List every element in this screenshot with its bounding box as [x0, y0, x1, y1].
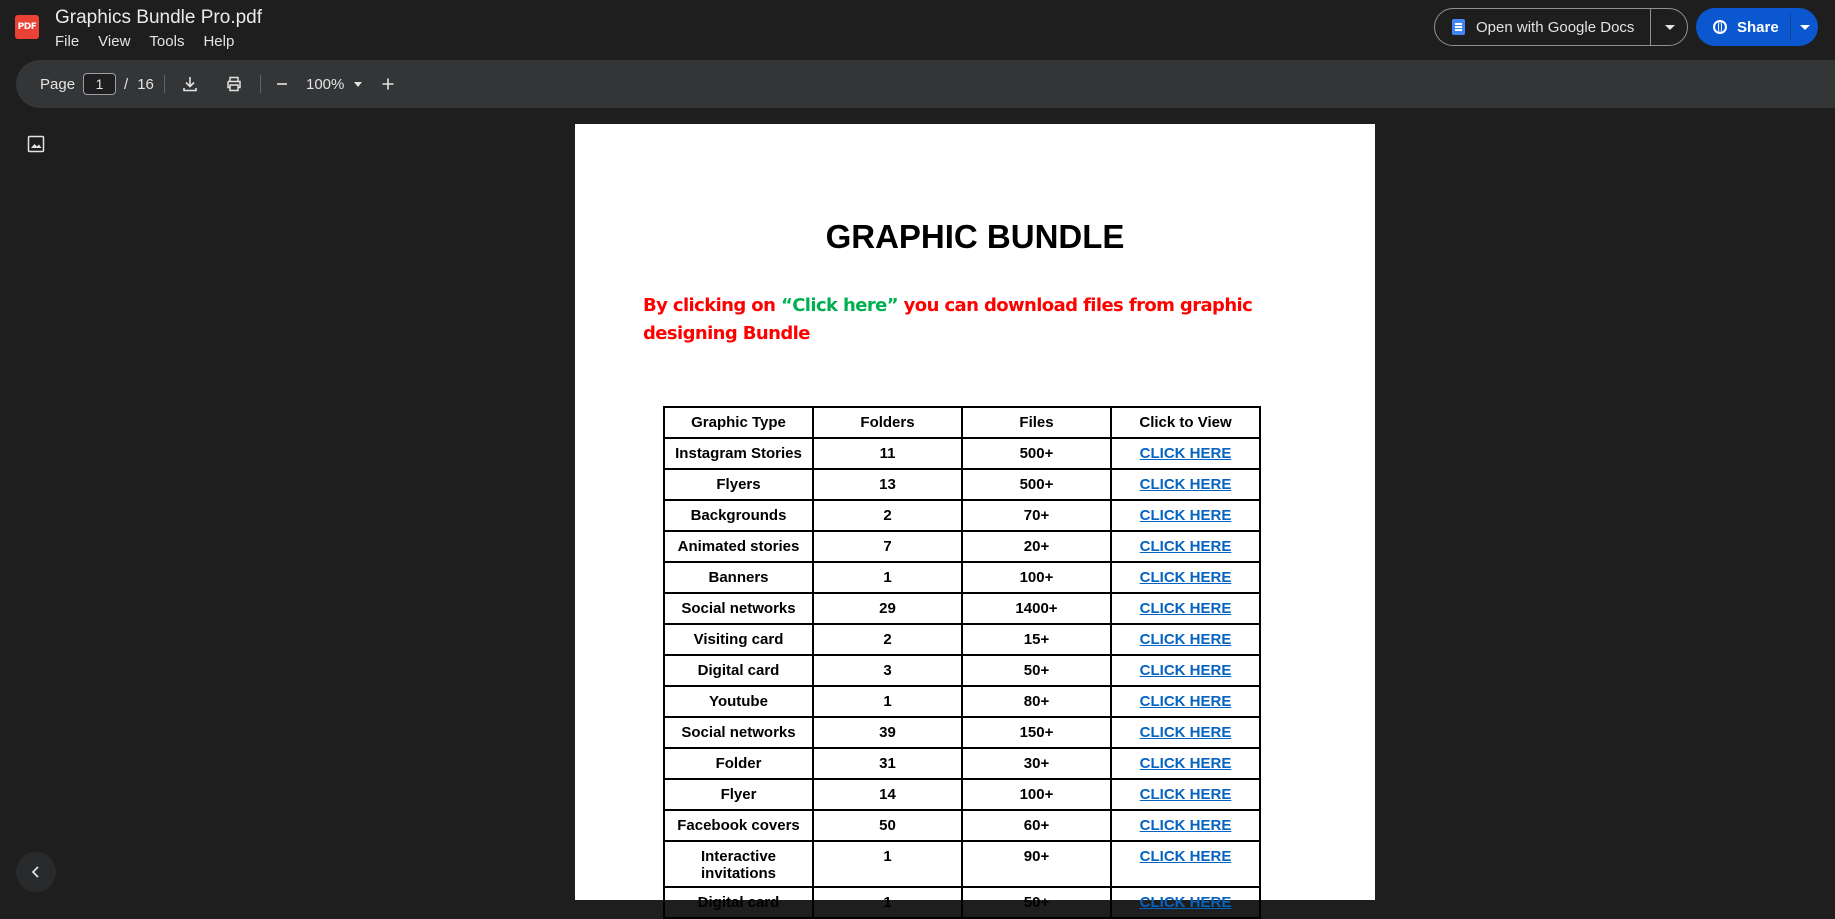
print-button[interactable] — [222, 72, 246, 96]
document-title: GRAPHIC BUNDLE — [825, 218, 1125, 255]
open-with-dropdown-button[interactable] — [1651, 9, 1688, 45]
table-row — [664, 438, 1260, 469]
notice-text: you can download files from graphic designing Bundle — [643, 295, 1253, 344]
zoom-level: 100% — [306, 75, 345, 93]
folders-cell: 3 — [813, 655, 962, 686]
table-row — [664, 655, 1260, 686]
table-row — [664, 469, 1260, 500]
graphic-type-cell: Animated stories — [664, 531, 813, 562]
table-row — [664, 810, 1260, 841]
files-cell: 150+ — [962, 717, 1111, 748]
click-here-link[interactable]: CLICK HERE — [1111, 655, 1260, 686]
table-header-row — [664, 407, 1260, 438]
files-cell: 100+ — [962, 562, 1111, 593]
graphic-type-cell: Social networks — [664, 593, 813, 624]
click-here-link[interactable]: CLICK HERE — [1111, 500, 1260, 531]
zoom-out-button[interactable] — [270, 72, 294, 96]
app-header — [0, 0, 1835, 60]
files-cell: 30+ — [962, 748, 1111, 779]
zoom-in-button[interactable] — [376, 72, 400, 96]
file-title[interactable]: Graphics Bundle Pro.pdf — [55, 7, 263, 28]
page-label: Page — [40, 75, 76, 93]
folders-cell: 2 — [813, 624, 962, 655]
toolbar-divider — [260, 75, 261, 93]
page-navigation — [40, 60, 154, 108]
files-cell: 100+ — [962, 779, 1111, 810]
folders-cell: 29 — [813, 593, 962, 624]
graphic-type-cell: Interactive invitations — [664, 841, 813, 887]
share — [1696, 8, 1818, 46]
google-docs-icon — [1452, 19, 1465, 35]
notice-highlight: “Click here” — [780, 295, 898, 316]
files-cell: 50+ — [962, 887, 1111, 918]
open-with-google-docs-button[interactable] — [1435, 9, 1650, 45]
click-here-link[interactable]: CLICK HERE — [1111, 748, 1260, 779]
caret-down-icon — [354, 82, 362, 87]
folders-cell: 1 — [813, 841, 962, 887]
table-row — [664, 686, 1260, 717]
click-here-link[interactable]: CLICK HERE — [1111, 531, 1260, 562]
pdf-page — [575, 124, 1375, 911]
page-number-input[interactable] — [83, 73, 116, 95]
pdf-file-icon: PDF — [15, 15, 39, 39]
files-cell: 60+ — [962, 810, 1111, 841]
graphic-type-cell: Social networks — [664, 717, 813, 748]
table-row — [664, 841, 1260, 887]
folders-cell: 14 — [813, 779, 962, 810]
table-row — [664, 562, 1260, 593]
download-button[interactable] — [178, 72, 202, 96]
bundle-table — [663, 406, 1261, 919]
files-cell: 50+ — [962, 655, 1111, 686]
graphic-type-cell: Digital card — [664, 655, 813, 686]
share-button[interactable] — [1696, 8, 1790, 46]
folders-cell: 7 — [813, 531, 962, 562]
menu-view[interactable]: View — [98, 33, 131, 50]
click-here-link[interactable]: CLICK HERE — [1111, 593, 1260, 624]
graphic-type-cell: Banners — [664, 562, 813, 593]
files-cell: 90+ — [962, 841, 1111, 887]
menu-help[interactable]: Help — [203, 33, 235, 50]
folders-cell: 11 — [813, 438, 962, 469]
folders-cell: 50 — [813, 810, 962, 841]
image-icon — [26, 134, 46, 154]
share-label: Share — [1737, 18, 1779, 36]
chevron-left-icon — [28, 864, 44, 880]
graphic-type-cell: Digital card — [664, 887, 813, 918]
click-here-link[interactable]: CLICK HERE — [1111, 469, 1260, 500]
table-row — [664, 593, 1260, 624]
click-here-link[interactable]: CLICK HERE — [1111, 887, 1260, 918]
click-here-link[interactable]: CLICK HERE — [1111, 717, 1260, 748]
menu-bar — [55, 33, 253, 50]
toolbar-divider — [164, 75, 165, 93]
collapse-panel-button[interactable] — [16, 852, 56, 892]
click-here-link[interactable]: CLICK HERE — [1111, 841, 1260, 887]
click-here-link[interactable]: CLICK HERE — [1111, 562, 1260, 593]
menu-tools[interactable]: Tools — [149, 33, 185, 50]
open-with-google-docs — [1434, 8, 1688, 46]
download-icon — [181, 75, 199, 93]
table-row — [664, 624, 1260, 655]
files-cell: 20+ — [962, 531, 1111, 562]
total-pages: 16 — [137, 75, 154, 93]
graphic-type-cell: Flyers — [664, 469, 813, 500]
column-header: Graphic Type — [664, 407, 813, 438]
files-cell: 500+ — [962, 469, 1111, 500]
folders-cell: 31 — [813, 748, 962, 779]
click-here-link[interactable]: CLICK HERE — [1111, 810, 1260, 841]
folders-cell: 2 — [813, 500, 962, 531]
folders-cell: 1 — [813, 562, 962, 593]
click-here-link[interactable]: CLICK HERE — [1111, 686, 1260, 717]
menu-file[interactable]: File — [55, 33, 80, 50]
plus-icon — [380, 76, 396, 92]
table-row — [664, 887, 1260, 918]
graphic-type-cell: Folder — [664, 748, 813, 779]
notice-text: By clicking on — [643, 295, 781, 316]
print-icon — [225, 75, 243, 93]
folders-cell: 1 — [813, 686, 962, 717]
graphic-type-cell: Visiting card — [664, 624, 813, 655]
click-here-link[interactable]: CLICK HERE — [1111, 779, 1260, 810]
download-notice — [643, 292, 1283, 348]
graphic-type-cell: Youtube — [664, 686, 813, 717]
share-dropdown-button[interactable] — [1791, 8, 1818, 46]
column-header: Files — [962, 407, 1111, 438]
page-separator: / — [124, 75, 129, 93]
click-here-link[interactable]: CLICK HERE — [1111, 438, 1260, 469]
table-row — [664, 500, 1260, 531]
files-cell: 15+ — [962, 624, 1111, 655]
graphic-type-cell: Facebook covers — [664, 810, 813, 841]
table-row — [664, 779, 1260, 810]
caret-down-icon — [1800, 25, 1810, 30]
table-row — [664, 748, 1260, 779]
zoom-select[interactable] — [306, 60, 362, 108]
folders-cell: 13 — [813, 469, 962, 500]
column-header: Click to View — [1111, 407, 1260, 438]
graphic-type-cell: Instagram Stories — [664, 438, 813, 469]
column-header: Folders — [813, 407, 962, 438]
files-cell: 80+ — [962, 686, 1111, 717]
thumbnails-button[interactable] — [26, 134, 46, 154]
files-cell: 1400+ — [962, 593, 1111, 624]
folders-cell: 1 — [813, 887, 962, 918]
pdf-toolbar — [16, 60, 1835, 108]
table-row — [664, 531, 1260, 562]
click-here-link[interactable]: CLICK HERE — [1111, 624, 1260, 655]
graphic-type-cell: Flyer — [664, 779, 813, 810]
folders-cell: 39 — [813, 717, 962, 748]
open-with-label: Open with Google Docs — [1476, 18, 1635, 36]
globe-icon — [1713, 20, 1727, 34]
caret-down-icon — [1665, 25, 1675, 30]
graphic-type-cell: Backgrounds — [664, 500, 813, 531]
minus-icon — [274, 76, 290, 92]
files-cell: 500+ — [962, 438, 1111, 469]
table-row — [664, 717, 1260, 748]
files-cell: 70+ — [962, 500, 1111, 531]
